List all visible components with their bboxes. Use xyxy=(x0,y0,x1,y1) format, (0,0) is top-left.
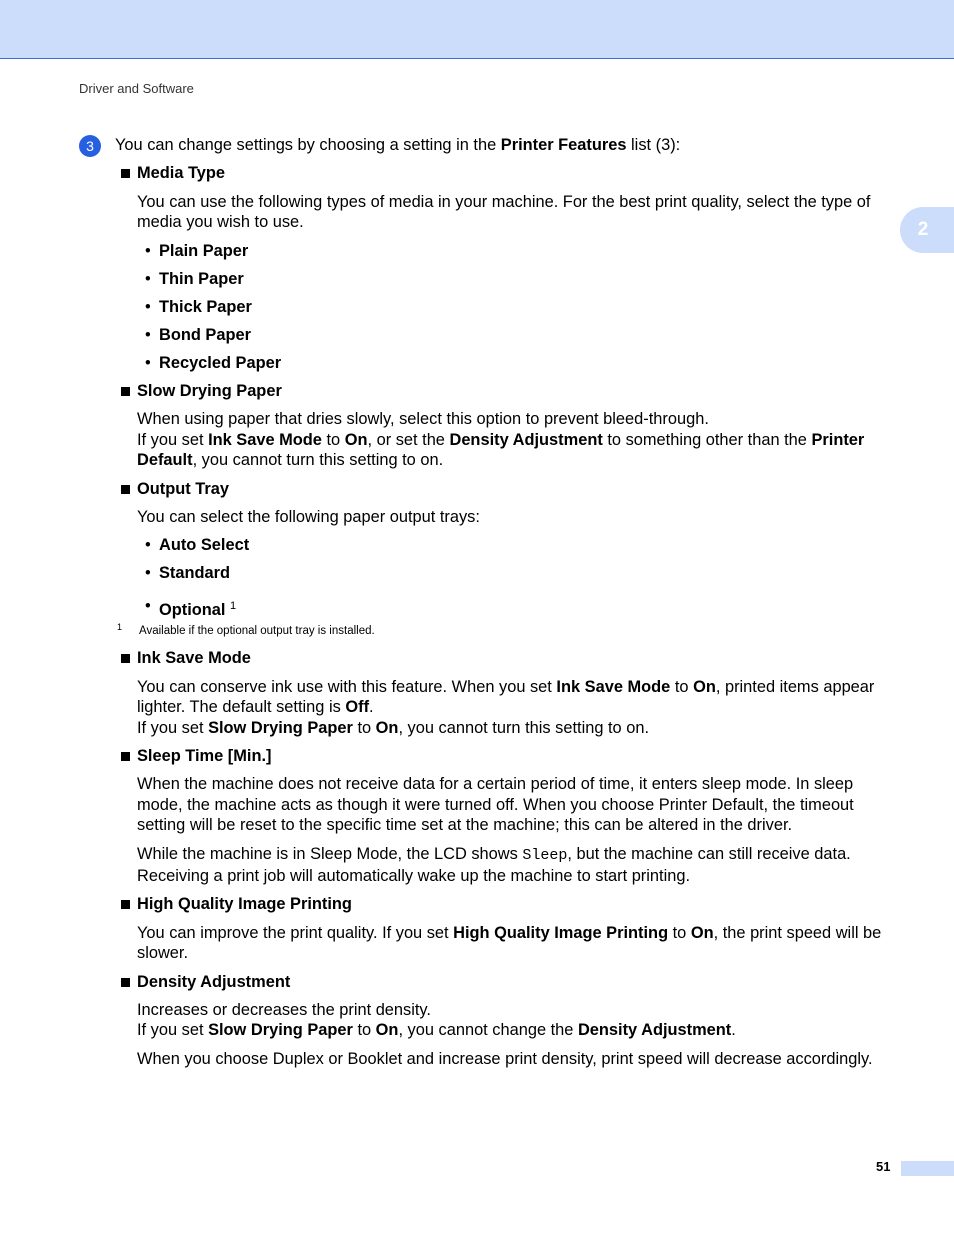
paragraph: While the machine is in Sleep Mode, the LCD shows Sleep, but the machine can still receive data. Receiving a print job will automatically wake up the machine to start printing. xyxy=(137,844,851,885)
paragraph: When you choose Duplex or Booklet and increase print density, print speed will decrease accordingly. xyxy=(137,1049,873,1068)
section-slow-drying-paper xyxy=(121,381,894,471)
section-heading: Density Adjustment xyxy=(121,972,894,992)
section-heading: Output Tray xyxy=(121,479,894,499)
step-3 xyxy=(79,135,894,155)
bullet-icon: • xyxy=(145,241,151,260)
square-bullet-icon xyxy=(121,654,130,663)
list-item: • Plain Paper xyxy=(145,241,249,260)
square-bullet-icon xyxy=(121,387,130,396)
square-bullet-icon xyxy=(121,752,130,761)
section-heading: Media Type xyxy=(121,163,894,183)
section-heading: Ink Save Mode xyxy=(121,648,894,668)
list-item: • Bond Paper xyxy=(145,325,251,344)
page-number: 51 xyxy=(876,1159,891,1174)
section-high-quality-image xyxy=(121,894,894,963)
section-output-tray xyxy=(117,479,894,640)
list-item: • Thin Paper xyxy=(145,269,244,288)
footnote-marker: 1 xyxy=(230,599,237,612)
square-bullet-icon xyxy=(121,485,130,494)
bullet-icon: • xyxy=(145,564,151,583)
footnote: 1 Available if the optional output tray is installed. xyxy=(117,622,375,638)
list-item: • Auto Select xyxy=(145,536,250,555)
section-heading: High Quality Image Printing xyxy=(121,894,894,914)
section-ink-save-mode xyxy=(121,648,894,738)
section-heading: Slow Drying Paper xyxy=(121,381,894,401)
paragraph: Increases or decreases the print density. If you set Slow Drying Paper to On, you cannot change the Density Adjustment. xyxy=(137,1000,736,1040)
bullet-icon: • xyxy=(145,325,151,344)
list-item: • Recycled Paper xyxy=(145,353,282,372)
paragraph: When the machine does not receive data for a certain period of time, it enters sleep mode. In sleep mode, the machine acts as though it were turned off. When you choose Printer Default, the timeout setting will be reset to the specific time set at the machine; this can be altered in the driver. xyxy=(137,775,854,835)
square-bullet-icon xyxy=(121,978,130,987)
list-item: • Thick Paper xyxy=(145,297,252,316)
bullet-icon: • xyxy=(145,596,151,615)
list-item: • Standard xyxy=(145,564,231,583)
paragraph: You can conserve ink use with this feature. When you set Ink Save Mode to On, printed items appear lighter. The default setting is Off. If you set Slow Drying Paper to On, you cannot turn this setting to on. xyxy=(137,677,875,737)
bullet-icon: • xyxy=(145,297,151,316)
square-bullet-icon xyxy=(121,900,130,909)
chapter-tab: 2 xyxy=(900,207,954,253)
bullet-icon: • xyxy=(145,536,151,555)
step-text: You can change settings by choosing a setting in the Printer Features list (3): xyxy=(115,136,681,154)
paragraph: When using paper that dries slowly, select this option to prevent bleed-through. If you set Ink Save Mode to On, or set the Density Adjustment to something other than the Printer Default, you cannot turn this setting to on. xyxy=(137,410,865,470)
section-density-adjustment xyxy=(121,972,894,1070)
list-item: • Optional $^1$ xyxy=(145,596,237,619)
step-number-icon: 3 xyxy=(79,135,101,157)
section-media-type xyxy=(121,163,894,373)
paragraph: You can use the following types of media in your machine. For the best print quality, select the type of media you wish to use. xyxy=(137,192,871,232)
output-tray-list xyxy=(137,535,894,620)
section-heading: Sleep Time [Min.] xyxy=(121,746,894,766)
bullet-icon: • xyxy=(145,269,151,288)
square-bullet-icon xyxy=(121,169,130,178)
footer-bar xyxy=(901,1161,954,1176)
media-type-list xyxy=(137,241,894,373)
header-band xyxy=(0,0,954,59)
paragraph: You can select the following paper output trays: xyxy=(137,508,480,527)
paragraph: You can improve the print quality. If you set High Quality Image Printing to On, the print speed will be slower. xyxy=(137,923,882,963)
running-head: Driver and Software xyxy=(79,81,194,96)
page-content xyxy=(79,135,894,1077)
bullet-icon: • xyxy=(145,353,151,372)
section-sleep-time xyxy=(121,746,894,886)
